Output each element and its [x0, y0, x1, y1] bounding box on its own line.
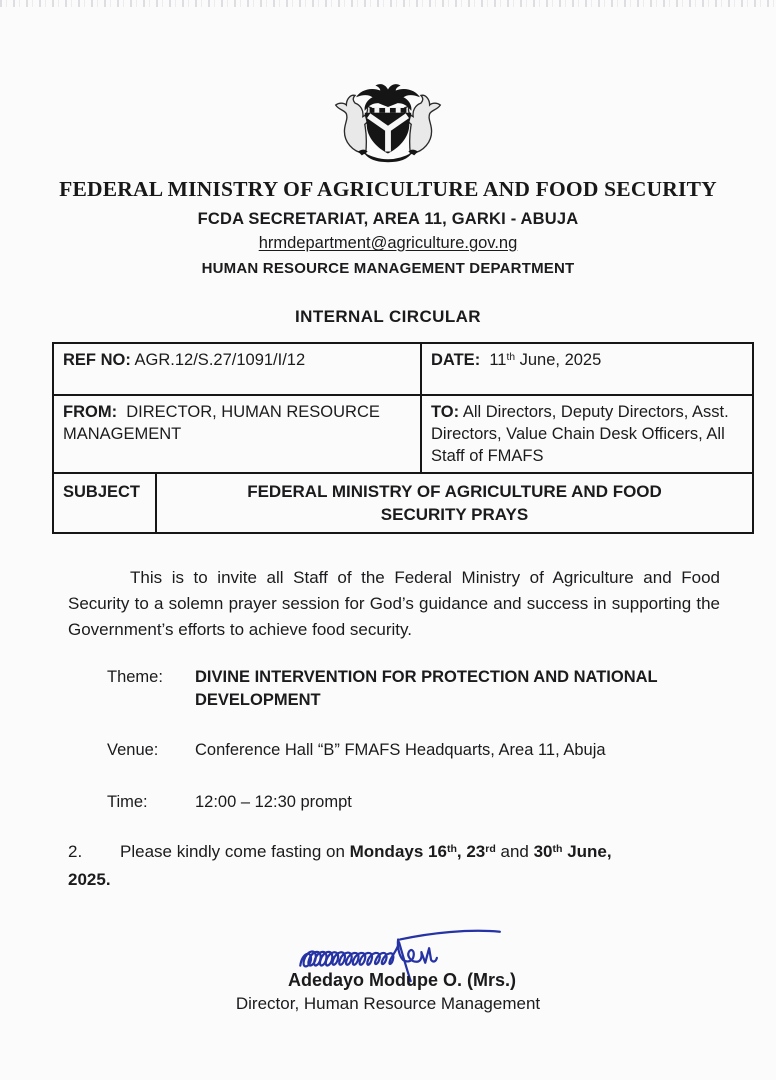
department-name: HUMAN RESOURCE MANAGEMENT DEPARTMENT	[201, 260, 575, 277]
nigeria-coat-of-arms-icon	[313, 76, 463, 168]
to-label: TO:	[431, 403, 460, 421]
scan-artifact-strip	[0, 0, 776, 7]
venue-row	[107, 739, 716, 762]
time-label: Time:	[107, 793, 148, 811]
venue-value: Conference Hall “B” FMAFS Headquarts, Area 11, Abuja	[195, 741, 606, 759]
item-2-number: 2.	[68, 842, 83, 861]
time-value: 12:00 – 12:30 prompt	[195, 793, 352, 811]
subject-label-cell: SUBJECT	[63, 483, 141, 501]
from-cell	[54, 396, 420, 472]
table-row-from-to	[54, 394, 752, 472]
ministry-name: FEDERAL MINISTRY OF AGRICULTURE AND FOOD SECURITY	[59, 177, 717, 201]
from-value: DIRECTOR, HUMAN RESOURCE MANAGEMENT	[63, 403, 380, 443]
table-row-ref-date	[54, 344, 752, 394]
date-value: 11th June, 2025	[489, 351, 602, 369]
item-2-paragraph	[68, 839, 720, 893]
table-row-subject	[54, 472, 752, 532]
ref-no-cell	[54, 344, 420, 394]
email-line	[0, 234, 776, 253]
to-value: All Directors, Deputy Directors, Asst. Directors, Value Chain Desk Officers, All Staff of FMAFS	[431, 403, 729, 465]
date-label: DATE:	[431, 351, 481, 369]
signatory-name: Adedayo Modupe O. (Mrs.)	[287, 970, 516, 990]
ref-no-label: REF NO:	[63, 351, 131, 369]
to-cell	[420, 396, 752, 472]
signatory-title: Director, Human Resource Management	[235, 994, 541, 1013]
date-cell	[420, 344, 752, 394]
theme-value: DIVINE INTERVENTION FOR PROTECTION AND NATIONAL DEVELOPMENT	[195, 668, 658, 709]
time-row	[107, 791, 716, 814]
venue-label: Venue:	[107, 741, 159, 759]
item-2-text: Please kindly come fasting on Mondays 16th, 23rd and 30th June, 2025.	[68, 842, 612, 889]
body-paragraph: This is to invite all Staff of the Federal Ministry of Agriculture and Food Security to a solemn prayer session for God’s guidance and success in supporting the Government’s efforts to achieve food security.	[68, 568, 720, 639]
document-title: INTERNAL CIRCULAR	[295, 307, 481, 326]
subject-value-cell	[155, 474, 752, 532]
theme-row	[107, 666, 716, 712]
ref-no-value: AGR.12/S.27/1091/I/12	[134, 351, 306, 369]
address-line: FCDA SECRETARIAT, AREA 11, GARKI - ABUJA	[197, 210, 579, 228]
theme-label: Theme:	[107, 668, 163, 686]
from-label: FROM:	[63, 403, 118, 421]
letterhead	[0, 0, 776, 277]
signature-block	[0, 923, 776, 1014]
subject-value: FEDERAL MINISTRY OF AGRICULTURE AND FOOD SECURITY PRAYS	[247, 482, 662, 524]
circular-meta-table	[52, 342, 754, 534]
email-link[interactable]: hrmdepartment@agriculture.gov.ng	[258, 234, 518, 252]
